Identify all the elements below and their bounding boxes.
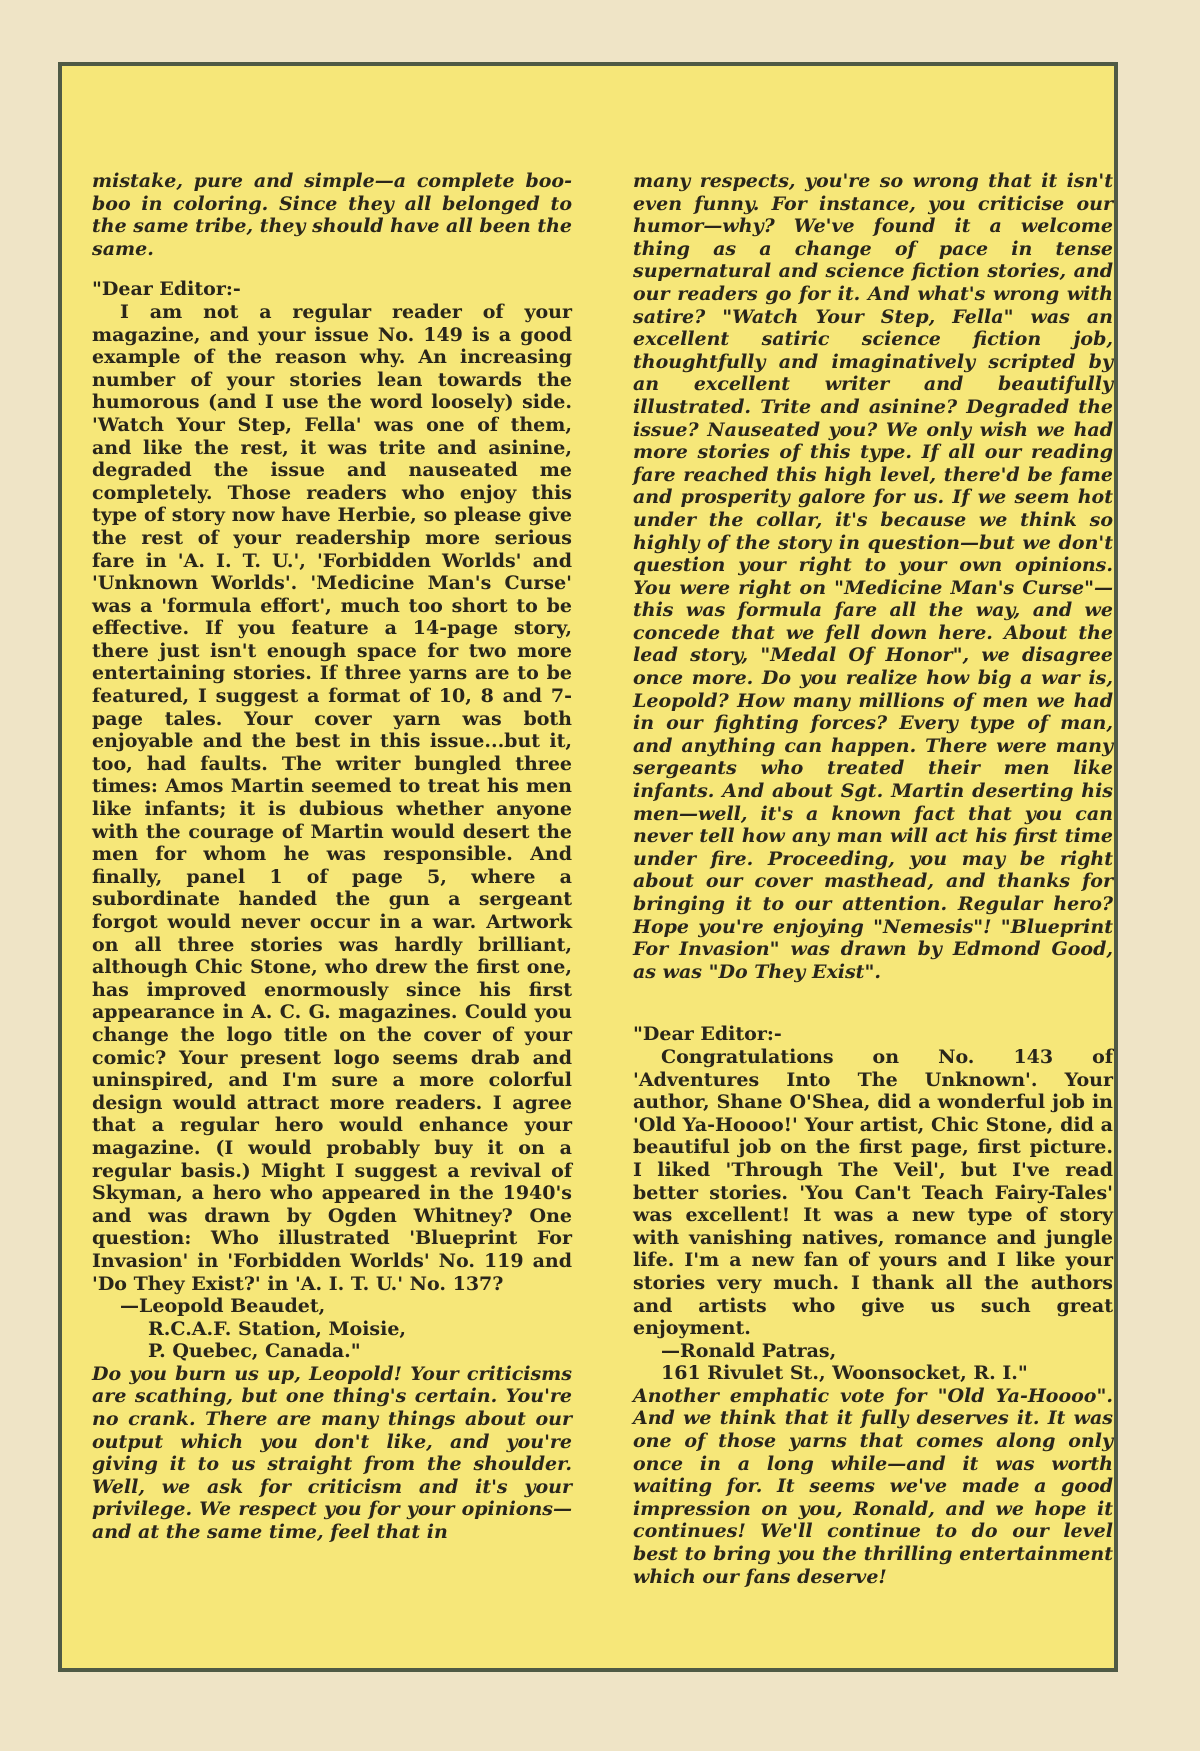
letter-address-line: P. Quebec, Canada." xyxy=(148,1340,361,1363)
editor-reply: Do you burn us up, Leopold! Your criticisms are scathing, but one thing's certain. You're no crank. There are many things about our output which you don't like, and you're giving it to us straight from the shoulder. Well, we ask for criticism and it's your privilege. We respect you for your opinions—and at the same time, feel that in xyxy=(92,1362,572,1544)
letter-signature: —Ronald Patras, xyxy=(661,1339,837,1362)
editor-reply-continued: many respects, you're so wrong that it isn't even funny. For instance, you criticise our humor—why? We've found it a welcome thing as a change of pace in tense supernatural and science fiction stories, and our readers go for it. And what's wrong with satire? "Watch Your Step, Fella" was an excellent satiric science fiction job, thoughtfully and imaginatively scripted by an excellent writer and beautifully illustrated. Trite and asinine? Degraded the issue? Nauseated you? We only wish we had more stories of this type. If all our reading fare reached this high level, there'd be fame and prosperity galore for us. If we seem hot under the collar, it's because we think so highly of the story in question—but we don't question your right to your own opinions. You were right on "Medicine Man's Curse"—this was formula fare all the way, and we concede that we fell down here. About the lead story, "Medal Of Honor", we disagree once more. Do you realize how big a war is, Leopold? How many millions of men we had in our fighting forces? Every type of man, and anything can happen. There were many sergeants who treated their men like infants. And about Sgt. Martin deserting his men—well, it's a known fact that you can never tell how any man will act his first time under fire. Proceeding, you may be right about our cover masthead, and thanks for bringing it to our attention. Regular hero? Hope you're enjoying "Nemesis"! "Blueprint For Invasion" was drawn by Edmond Good, as was "Do They Exist". xyxy=(633,170,1113,983)
letter-body: Congratulations on No. 143 of 'Adventures Into The Unknown'. Your author, Shane O'Shea, did a wonderful job in 'Old Ya-Hoooo!' Your artist, Chic Stone, did a beautiful job on the first page, first picture. I liked 'Through The Veil', but I've read better stories. 'You Can't Teach Fairy-Tales' was excellent! It was a new type of story with vanishing natives, romance and jungle life. I'm a new fan of yours and I like your stories very much. I thank all the authors and artists who give us such great enjoyment. xyxy=(633,1045,1113,1340)
reply-continued: mistake, pure and simple—a complete boo-boo in coloring. Since they all belonged to the same tribe, they should have all been the same. xyxy=(92,170,572,260)
left-column xyxy=(92,170,572,1544)
letters-page-panel xyxy=(58,62,1118,1672)
letter-salutation: "Dear Editor:- xyxy=(633,1023,782,1046)
letter-signature: —Leopold Beaudet, xyxy=(120,1295,326,1318)
letter-body: I am not a regular reader of your magazine, and your issue No. 149 is a good example of the reason why. An increasing number of your stories lean towards the humorous (and I use the word loosely) side. 'Watch Your Step, Fella' was one of them, and like the rest, it was trite and asinine, degraded the issue and nauseated me completely. Those readers who enjoy this type of story now have Herbie, so please give the rest of your readership more serious fare in 'A. I. T. U.', 'Forbidden Worlds' and 'Unknown Worlds'. 'Medicine Man's Curse' was a 'formula effort', much too short to be effective. If you feature a 14-page story, there just isn't enough space for two more entertaining stories. If three yarns are to be featured, I suggest a format of 10, 8 and 7-page tales. Your cover yarn was both enjoyable and the best in this issue...but it, too, had faults. The writer bungled three times: Amos Martin seemed to treat his men like infants; it is dubious whether anyone with the courage of Martin would desert the men for whom he was responsible. And finally, panel 1 of page 5, where a subordinate handed the gun a sergeant forgot would never occur in a war. Artwork on all three stories was hardly brilliant, although Chic Stone, who drew the first one, has improved enormously since his first appearance in A. C. G. magazines. Could you change the logo title on the cover of your comic? Your present logo seems drab and uninspired, and I'm sure a more colorful design would attract more readers. I agree that a regular hero would enhance your magazine. (I would probably buy it on a regular basis.) Might I suggest a revival of Skyman, a hero who appeared in the 1940's and was drawn by Ogden Whitney? One question: Who illustrated 'Blueprint For Invasion' in 'Forbidden Worlds' No. 119 and 'Do They Exist?' in 'A. I. T. U.' No. 137? xyxy=(92,300,572,1295)
letter-salutation: "Dear Editor:- xyxy=(92,278,241,301)
editor-reply: Another emphatic vote for "Old Ya-Hoooo". And we think that it fully deserves it. It was one of those yarns that comes along only once in a long while—and it was worth waiting for. It seems we've made a good impression on you, Ronald, and we hope it continues! We'll continue to do our level best to bring you the thrilling entertainment which our fans deserve! xyxy=(633,1384,1113,1588)
letter-address-line: 161 Rivulet St., Woonsocket, R. I." xyxy=(661,1362,1028,1385)
right-column xyxy=(633,170,1113,1588)
letter-address-line: R.C.A.F. Station, Moisie, xyxy=(148,1317,407,1340)
